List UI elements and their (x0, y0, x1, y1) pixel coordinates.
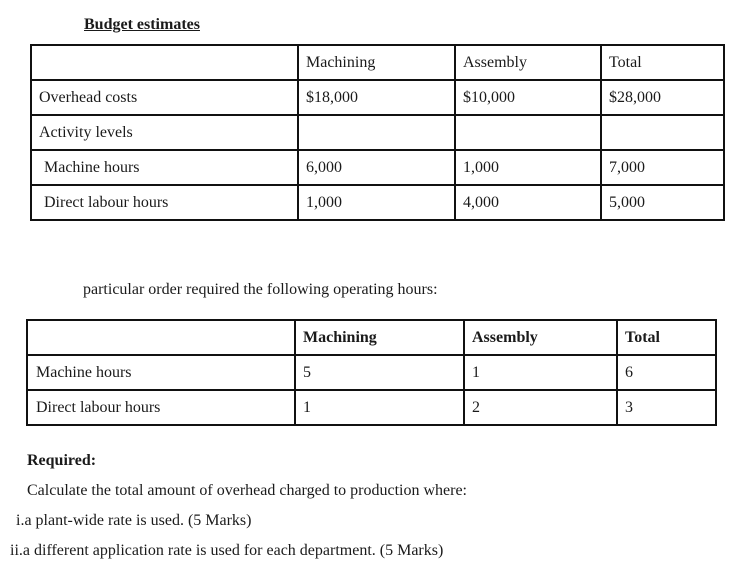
assembly-value: 2 (464, 390, 617, 425)
table-row (31, 150, 724, 185)
table-row (31, 80, 724, 115)
header-cell-empty (27, 320, 295, 355)
option-ii: ii.a different application rate is used for each department. (5 Marks) (10, 542, 444, 559)
table-row (27, 355, 716, 390)
total-value: 7,000 (601, 150, 724, 185)
table-row (27, 390, 716, 425)
assembly-value: 1,000 (455, 150, 601, 185)
machining-value (298, 115, 455, 150)
header-cell-machining: Machining (295, 320, 464, 355)
instruction-text: Calculate the total amount of overhead charged to production where: (27, 482, 467, 499)
header-cell-assembly: Assembly (464, 320, 617, 355)
machining-value: 6,000 (298, 150, 455, 185)
total-value (601, 115, 724, 150)
total-value: 6 (617, 355, 716, 390)
table-header-row (27, 320, 716, 355)
header-cell-assembly: Assembly (455, 45, 601, 80)
table-row (31, 115, 724, 150)
order-note: particular order required the following operating hours: (83, 281, 438, 298)
machining-value: 1 (295, 390, 464, 425)
header-cell-total: Total (617, 320, 716, 355)
machining-value: 1,000 (298, 185, 455, 220)
total-value: $28,000 (601, 80, 724, 115)
row-label: Direct labour hours (31, 185, 298, 220)
header-cell-total: Total (601, 45, 724, 80)
table-row (31, 185, 724, 220)
budget-estimates-table (30, 44, 725, 221)
option-i: i.a plant-wide rate is used. (5 Marks) (16, 512, 252, 529)
table-header-row (31, 45, 724, 80)
total-value: 5,000 (601, 185, 724, 220)
page-title: Budget estimates (84, 16, 200, 33)
row-label: Overhead costs (31, 80, 298, 115)
machining-value: $18,000 (298, 80, 455, 115)
total-value: 3 (617, 390, 716, 425)
assembly-value: $10,000 (455, 80, 601, 115)
assembly-value (455, 115, 601, 150)
required-heading: Required: (27, 452, 97, 469)
header-cell-empty (31, 45, 298, 80)
machining-value: 5 (295, 355, 464, 390)
row-label: Activity levels (31, 115, 298, 150)
row-label: Direct labour hours (27, 390, 295, 425)
assembly-value: 1 (464, 355, 617, 390)
order-hours-table (26, 319, 717, 426)
row-label: Machine hours (31, 150, 298, 185)
assembly-value: 4,000 (455, 185, 601, 220)
row-label: Machine hours (27, 355, 295, 390)
header-cell-machining: Machining (298, 45, 455, 80)
